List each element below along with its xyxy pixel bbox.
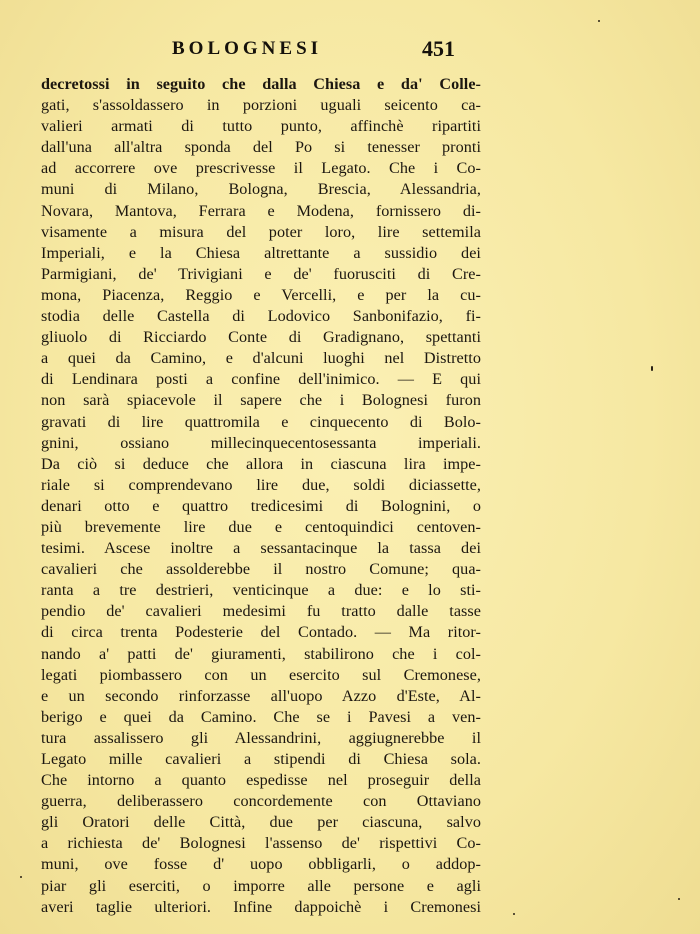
text-line: mona, Piacenza, Reggio e Vercelli, e per la cu- [41,285,481,304]
text-line: a quei da Camino, e d'alcuni luoghi nel Distretto [41,349,481,368]
text-line: denari otto e quattro tredicesimi di Bolognini, o [41,496,481,515]
text-line: gli Oratori delle Città, due per ciascuna, salvo [41,813,481,832]
text-line: non sarà spiacevole il sapere che i Bolognesi furon [41,391,481,410]
text-line: nando a' patti de' giuramenti, stabilirono che i col- [41,644,481,663]
text-line: gnini, ossiano millecinquecentosessanta imperiali. [41,433,481,452]
text-line: Che intorno a quanto espedisse nel proseguir della [41,771,481,790]
paper-speck [651,366,653,371]
text-line: gravati di lire quattromila e cinquecento di Bolo- [41,412,481,431]
text-line: decretossi in seguito che dalla Chiesa e da' Colle- [41,75,481,93]
text-line: Novara, Mantova, Ferrara e Modena, fornissero di- [41,201,481,220]
text-line: tesimi. Ascese inoltre a sessantacinque la tassa dei [41,539,481,558]
text-line: Legato mille cavalieri a stipendi di Chiesa sola. [41,750,481,768]
text-line: di Lendinara posti a confine dell'inimico. — E qui [41,370,481,389]
text-line: averi taglie ulteriori. Infine dappoichè i Cremonesi [41,897,481,916]
text-line: Parmigiani, de' Trivigiani e de' fuorusciti di Cre- [41,264,481,283]
text-line: cavalieri che assolderebbe il nostro Comune; qua- [41,560,481,579]
text-line: ranta a tre destrieri, venticinque a due: e lo sti- [41,581,481,600]
text-line: gliuolo di Ricciardo Conte di Gradignano, spettanti [41,328,481,347]
body-text [41,74,481,918]
text-line: di circa trenta Podesterie del Contado. — Ma ritor- [41,623,481,642]
text-line: muni, ove fosse d' uopo obbligarli, o addop- [41,855,481,874]
text-line: più brevemente lire due e centoquindici centoven- [41,517,481,536]
text-line: gati, s'assoldassero in porzioni uguali seicento ca- [41,96,481,115]
text-line: dall'una all'altra sponda del Po si tenesser pronti [41,138,481,157]
text-line: valieri armati di tutto punto, affinchè ripartiti [41,117,481,136]
page-number: 451 [422,36,455,61]
text-line: tura assalissero gli Alessandrini, aggiugnerebbe il [41,728,481,747]
paper-speck [513,913,515,915]
text-line: muni di Milano, Bologna, Brescia, Alessandria, [41,180,481,199]
running-title: BOLOGNESI [172,38,323,59]
text-line: Imperiali, e la Chiesa altrettante a sussidio dei [41,243,481,262]
text-line: Da ciò si deduce che allora in ciascuna lira impe- [41,454,481,473]
paper-speck [678,898,680,900]
text-line: a richiesta de' Bolognesi l'assenso de' rispettivi Co- [41,834,481,853]
text-line: visamente a misura del poter loro, lire settemila [41,222,481,241]
text-line: piar gli eserciti, o imporre alle persone e agli [41,876,481,895]
text-line: legati piombassero con un esercito sul Cremonese, [41,665,481,684]
text-line: riale si comprendevano lire due, soldi diciassette, [41,475,481,494]
paper-speck [20,876,22,878]
paper-speck [598,20,600,22]
text-line: stodia delle Castella di Lodovico Sanbonifazio, fi- [41,307,481,326]
text-line: guerra, deliberassero concordemente con Ottaviano [41,792,481,811]
running-head [40,38,480,62]
text-line: e un secondo rinforzasse all'uopo Azzo d'Este, Al- [41,686,481,705]
text-line: ad accorrere ove prescrivesse il Legato. Che i Co- [41,159,481,178]
text-line: berigo e quei da Camino. Che se i Pavesi a ven- [41,707,481,726]
text-line: pendio de' cavalieri medesimi fu tratto dalle tasse [41,602,481,621]
